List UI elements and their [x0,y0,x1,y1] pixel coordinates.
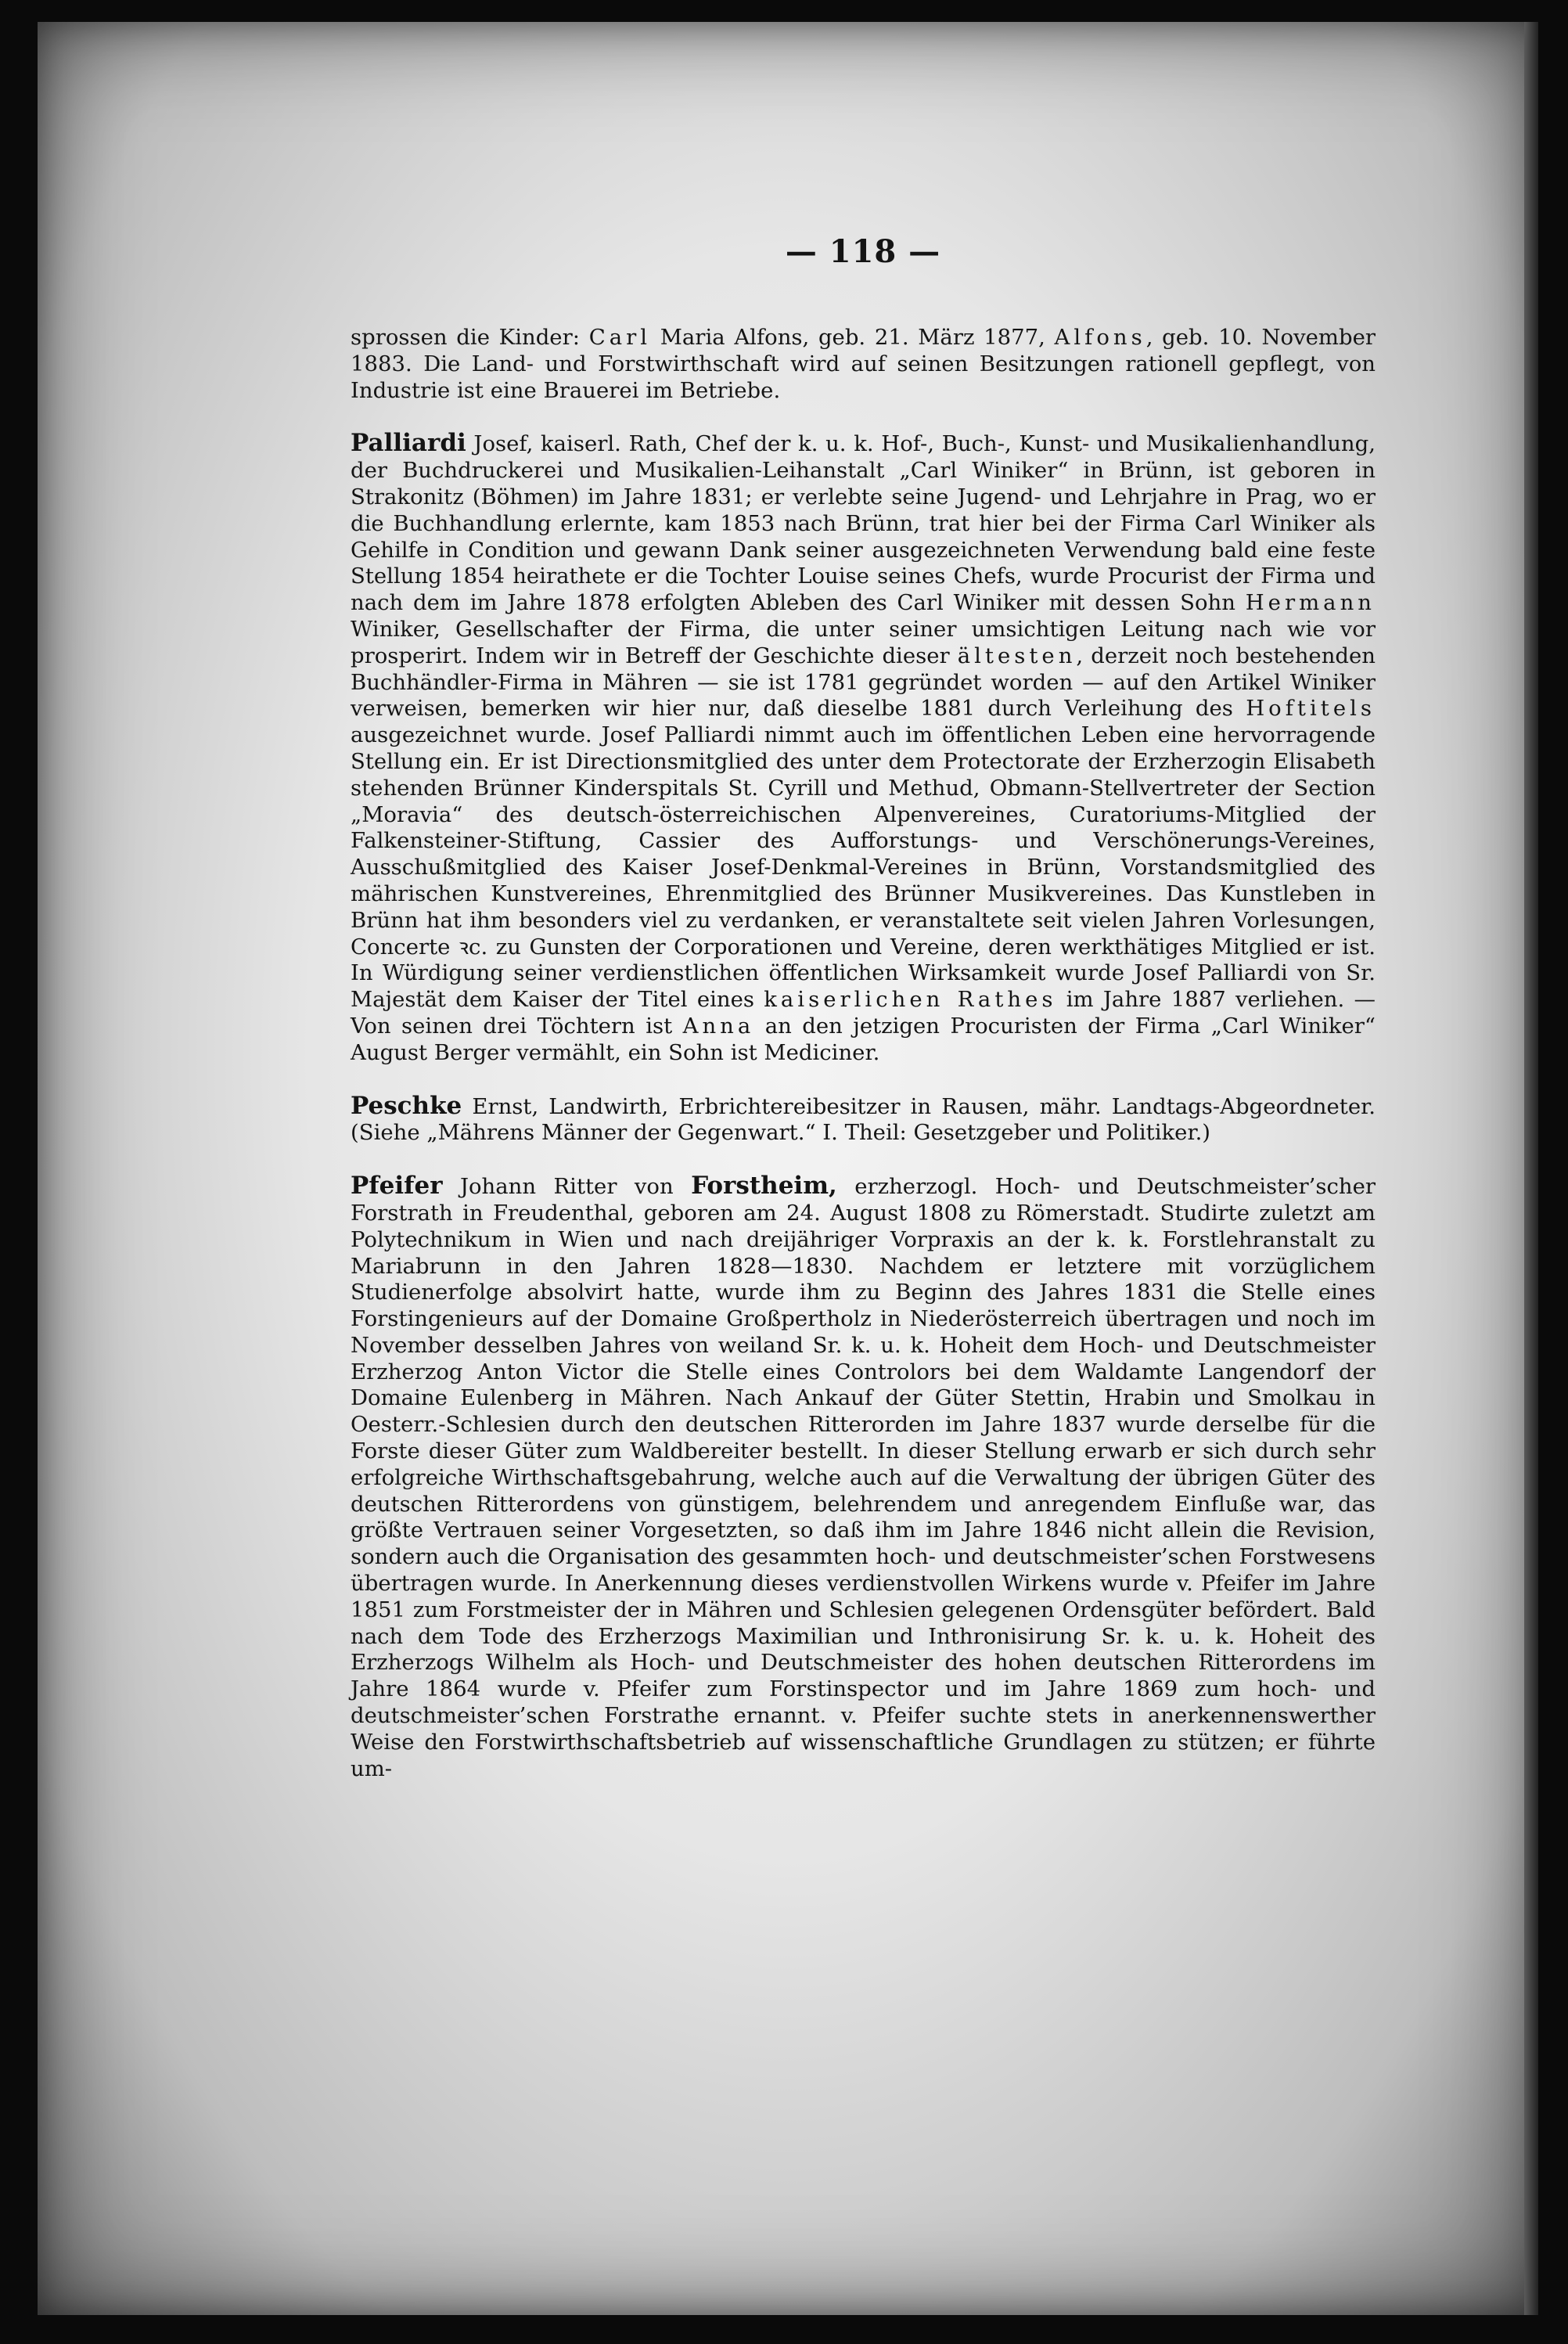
page-text [351,233,1376,1809]
palliardi-text-5: im Jahre 1887 verliehen. — Von seinen drei Töchtern ist [351,987,1376,1039]
intro-text-3: , geb. 10. November 1883. Die Land- und Forstwirthschaft wird auf seinen Besitzungen rationell gepflegt, von Industrie ist eine Brauerei im Betriebe. [351,325,1376,403]
palliardi-text-1: Josef, kaiserl. Rath, Chef der k. u. k. Hof-, Buch-, Kunst- und Musikalienhandlung, der Buchdruckerei und Musikalien-Leihanstalt „Carl Winiker“ in Brünn, ist geboren in Strakonitz (Böhmen) im Jahre 1831; er verlebte seine Jugend- und Lehrjahre in Prag, wo er die Buchhandlung erlernte, kam 1853 nach Brünn, trat hier bei der Firma Carl Winiker als Gehilfe in Condition und gewann Dank seiner ausgezeichneten Verwendung bald eine feste Stellung 1854 heirathete er die Tochter Louise seines Chefs, wurde Procurist der Firma und nach dem im Jahre 1878 erfolgten Ableben des Carl Winiker mit dessen Sohn [351,431,1376,616]
palliardi-spaced-hoftitels: Hoftitels [1246,696,1376,722]
intro-name-carl: Carl [588,325,652,350]
palliardi-spaced-anna: Anna [682,1013,755,1039]
intro-text-1: sprossen die Kinder: [351,325,589,350]
entry-pfeifer [351,1173,1376,1782]
palliardi-text-4: ausgezeichnet wurde. Josef Palliardi nimmt auch im öffentlichen Leben eine hervorragende Stellung ein. Er ist Directionsmitglied des unter dem Protectorate der Erzherzogin Elisabeth stehenden Brünner Kinderspitals St. Cyrill und Methud, Obmann-Stellvertreter der Section „Moravia“ des deutsch-österreichischen Alpenvereines, Curatoriums-Mitglied der Falkensteiner-Stiftung, Cassier des Aufforstungs- und Verschönerungs-Vereines, Ausschußmitglied des Kaiser Josef-Denkmal-Vereines in Brünn, Vorstandsmitglied des mährischen Kunstvereines, Ehrenmitglied des Brünner Musikvereines. Das Kunstleben in Brünn hat ihm besonders viel zu verdanken, er veranstaltete seit vielen Jahren Vorlesungen, Concerte ꝛc. zu Gunsten der Corporationen und Vereine, deren werkthätiges Mitglied er ist. In Würdigung seiner verdienstlichen öffentlichen Wirksamkeit wurde Josef Palliardi von Sr. Majestät dem Kaiser der Titel eines [351,722,1376,1013]
palliardi-text-3: , derzeit noch bestehenden Buchhändler-Firma in Mähren — sie ist 1781 gegründet worden — auf den Artikel Winiker verweisen, bemerken wir hier nur, daß dieselbe 1881 durch Verleihung des [351,643,1376,722]
entry-palliardi [351,430,1376,1066]
pfeifer-text-1: Johann Ritter von [442,1174,692,1200]
intro-name-alfons: Alfons [1054,325,1146,350]
palliardi-text-6: an den jetzigen Procuristen der Firma „Carl Winiker“ August Berger vermählt, ein Sohn ist Mediciner. [351,1013,1376,1065]
palliardi-spaced-hermann: Hermann [1245,590,1376,616]
intro-text-2: Maria Alfons, geb. 21. März 1877, [651,325,1055,350]
entry-name-forstheim: Forstheim, [691,1172,837,1201]
page-number: — 118 — [785,233,941,270]
intro-paragraph [351,325,1376,404]
entry-name-peschke: Peschke [351,1091,462,1120]
palliardi-spaced-rathes: kaiserlichen Rathes [764,987,1057,1013]
entry-name-palliardi: Palliardi [351,429,466,458]
entry-name-pfeifer: Pfeifer [351,1172,443,1201]
palliardi-text-2: Winiker, Gesellschafter der Firma, die unter seiner umsichtigen Leitung nach wie vor prosperirt. Indem wir in Betreff der Geschichte dieser [351,616,1376,668]
pfeifer-text-2: erzherzogl. Hoch- und Deutschmeister’scher Forstrath in Freudenthal, geboren am 24. August 1808 zu Römerstadt. Studirte zuletzt am Polytechnikum in Wien und nach dreijähriger Vorpraxis an der k. k. Forstlehranstalt zu Mariabrunn in den Jahren 1828—1830. Nachdem er letztere mit vorzüglichem Studienerfolge absolvirt hatte, wurde ihm zu Beginn des Jahres 1831 die Stelle eines Forstingenieurs auf der Domaine Großpertholz in Niederösterreich übertragen und noch im November desselben Jahres von weiland Sr. k. u. k. Hoheit dem Hoch- und Deutschmeister Erzherzog Anton Victor die Stelle eines Controlors bei dem Waldamte Langendorf der Domaine Eulenberg in Mähren. Nach Ankauf der Güter Stettin, Hrabin und Smolkau in Oesterr.-Schlesien durch den deutschen Ritterorden im Jahre 1837 wurde derselbe für die Forste dieser Güter zum Waldbereiter bestellt. In dieser Stellung erwarb er sich durch sehr erfolgreiche Wirthschaftsgebahrung, welche auch auf die Verwaltung der übrigen Güter des deutschen Ritterordens von günstigem, belehrendem und anregendem Einfluße war, das größte Vertrauen seiner Vorgesetzten, so daß ihm im Jahre 1846 nicht allein die Revision, sondern auch die Organisation des gesammten hoch- und deutschmeister’schen Forstwesens übertragen wurde. In Anerkennung dieses verdienstvollen Wirkens wurde v. Pfeifer im Jahre 1851 zum Forstmeister der in Mähren und Schlesien gelegenen Ordensgüter befördert. Bald nach dem Tode des Erzherzogs Maximilian und Inthronisirung Sr. k. u. k. Hoheit des Erzherzogs Wilhelm als Hoch- und Deutschmeister des hohen deutschen Ritterordens im Jahre 1864 wurde v. Pfeifer zum Forstinspector und im Jahre 1869 zum hoch- und deutschmeister’schen Forstrathe ernannt. v. Pfeifer suchte stets in anerkennenswerther Weise den Forstwirthschaftsbetrieb auf wissenschaftliche Grundlagen zu stützen; er führte um- [351,1174,1376,1781]
page-edge-shadow [1524,22,1538,2315]
peschke-text-1: Ernst, Landwirth, Erbrichtereibesitzer in Rausen, mähr. Landtags-Abgeordneter. (Siehe „Mährens Männer der Gegenwart.“ I. Theil: Gesetzgeber und Politiker.) [351,1093,1376,1146]
book-page [38,22,1538,2315]
entry-peschke [351,1093,1376,1147]
palliardi-spaced-aeltesten: ältesten [957,643,1077,668]
